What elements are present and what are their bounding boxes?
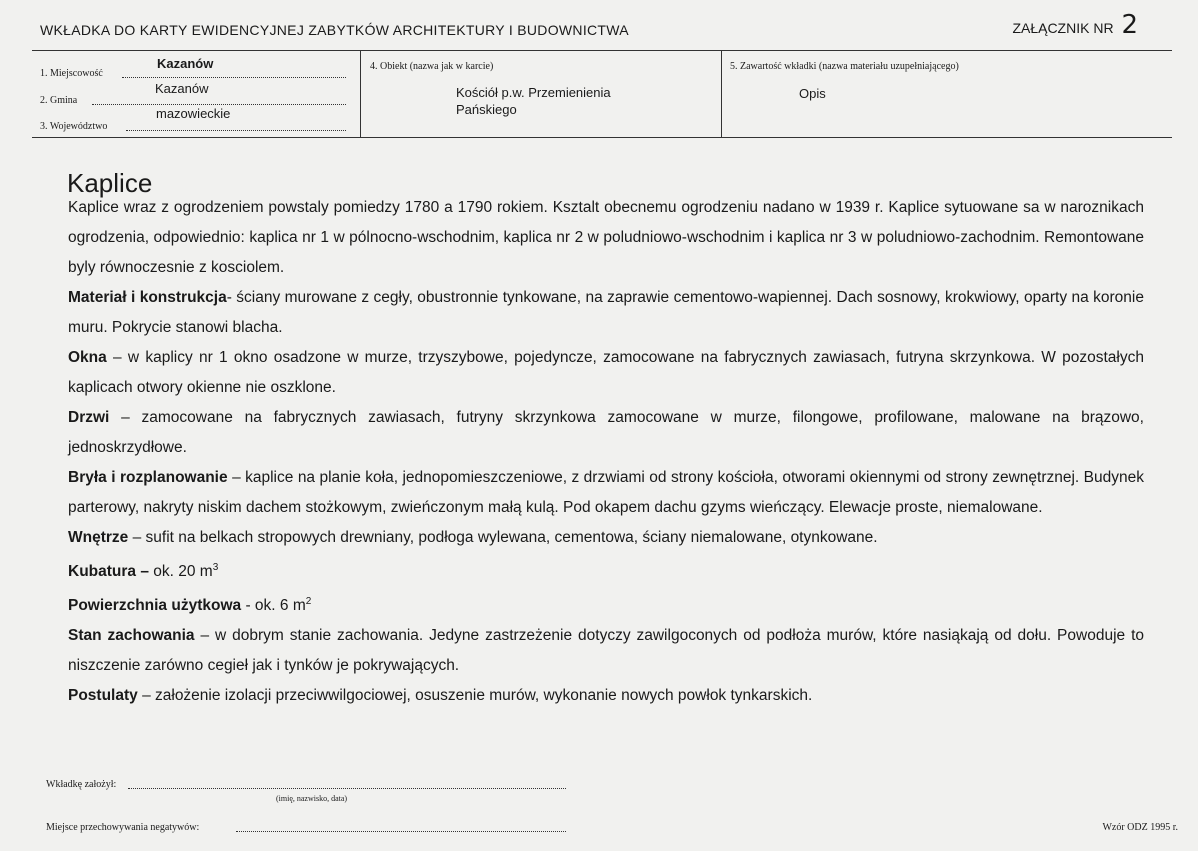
field-miejscowosc-line <box>122 77 346 78</box>
field-obiekt-value-line2: Pańskiego <box>456 102 517 117</box>
storage-label: Miejsce przechowywania negatywów: <box>46 822 200 833</box>
created-by-line <box>128 788 566 789</box>
paragraph-wnetrze <box>68 523 1144 553</box>
stan-title: Stan zachowania <box>68 627 195 645</box>
wnetrze-title: Wnętrze <box>68 529 129 546</box>
attachment-number-value: 2 <box>1121 10 1138 40</box>
intro-paragraph: Kaplice wraz z ogrodzeniem powstaly pomiedzy 1780 a 1790 rokiem. Ksztalt obecnemu ogrodzeniu nadano w 1939 r. Kaplice sytuowane sa w naroznikach ogrodzenia, odpowiednio: kaplica nr 1 w pólnocno-wschodnim, kaplica nr 2 w poludniowo-wschodnim i kaplica nr 3 w poludniowo-zachodnim. Remontowane byly równoczesnie z kosciolem. <box>68 199 1144 276</box>
field-miejscowosc-value: Kazanów <box>157 56 214 71</box>
column-divider-2 <box>721 50 722 137</box>
kubatura-title: Kubatura – <box>68 563 149 581</box>
description-body <box>68 193 1144 711</box>
paragraph-drzwi <box>68 403 1144 463</box>
field-gmina-label: 2. Gmina <box>40 95 78 106</box>
wnetrze-text: – sufit na belkach stropowych drewniany, podłoga wylewana, cementowa, ściany niemalowane, otynkowane. <box>128 529 878 546</box>
postulaty-title: Postulaty <box>68 687 138 705</box>
paragraph-powierzchnia <box>68 587 1144 621</box>
created-by-label: Wkładkę założył: <box>46 779 117 790</box>
okna-text: – w kaplicy nr 1 okno osadzone w murze, trzyszybowe, pojedyncze, zamocowane na fabrycznych zawiasach, futryna skrzynkowa. W pozostałych kaplicach otwory okienne nie oszklone. <box>68 349 1144 396</box>
drzwi-title: Drzwi <box>68 409 110 426</box>
paragraph-stan <box>68 621 1144 681</box>
field-gmina-value: Kazanów <box>155 81 209 96</box>
field-zawartosc-label: 5. Zawartość wkładki (nazwa materiału uzupełniającego) <box>730 61 959 72</box>
field-wojewodztwo-value: mazowieckie <box>156 106 231 121</box>
powierzchnia-title: Powierzchnia użytkowa <box>68 597 242 615</box>
header-rule-top <box>32 50 1172 51</box>
paragraph-okna <box>68 343 1144 403</box>
paragraph-kubatura <box>68 553 1144 587</box>
form-code: Wzór ODZ 1995 r. <box>1102 822 1178 833</box>
material-text: - ściany murowane z cegły, obustronnie tynkowane, na zaprawie cementowo-wapiennej. Dach sosnowy, krokwiowy, oparty na koronie muru. Pokrycie stanowi blacha. <box>68 289 1144 336</box>
attachment-label: ZAŁĄCZNIK NR <box>1012 20 1114 36</box>
section-heading: Kaplice <box>67 168 153 198</box>
field-gmina-line <box>92 104 346 105</box>
column-divider-1 <box>360 50 361 137</box>
field-obiekt-label: 4. Obiekt (nazwa jak w karcie) <box>370 61 494 72</box>
field-zawartosc-value: Opis <box>799 86 826 101</box>
attachment-number <box>1012 10 1138 40</box>
bryla-title: Bryła i rozplanowanie <box>68 469 228 486</box>
okna-title: Okna <box>68 349 107 366</box>
form-title: WKŁADKA DO KARTY EWIDENCYJNEJ ZABYTKÓW ARCHITEKTURY I BUDOWNICTWA <box>40 22 629 38</box>
field-obiekt-value-line1: Kościół p.w. Przemienienia <box>456 85 611 100</box>
drzwi-text: – zamocowane na fabrycznych zawiasach, futryny skrzynkowa zamocowane w murze, filongowe, profilowane, malowane na brązowo, jednoskrzydłowe. <box>68 409 1144 456</box>
field-wojewodztwo-line <box>126 130 346 131</box>
material-title: Materiał i konstrukcja <box>68 289 227 306</box>
header-rule-bottom <box>32 137 1172 138</box>
powierzchnia-text: - ok. 6 m <box>241 597 306 615</box>
field-miejscowosc-label: 1. Miejscowość <box>40 68 103 79</box>
kubatura-sup: 3 <box>212 562 219 573</box>
stan-text: – w dobrym stanie zachowania. Jedyne zastrzeżenie dotyczy zawilgoconych od podłoża murów, które nasiąkają od dołu. Powoduje to niszczenie zarówno cegieł jak i tynków je pokrywających. <box>68 627 1144 675</box>
powierzchnia-sup: 2 <box>305 596 312 608</box>
field-wojewodztwo-label: 3. Województwo <box>40 121 108 132</box>
paragraph-material <box>68 283 1144 343</box>
postulaty-text: – założenie izolacji przeciwwilgociowej, osuszenie murów, wykonanie nowych powłok tynkarskich. <box>137 687 813 705</box>
paragraph-postulaty <box>68 681 1144 711</box>
paragraph-bryla <box>68 463 1144 523</box>
kubatura-text: ok. 20 m <box>148 563 213 581</box>
storage-line <box>236 831 566 832</box>
bryla-text: – kaplice na planie koła, jednopomieszczeniowe, z drzwiami od strony kościoła, otworami okiennymi od strony zewnętrznej. Budynek parterowy, nakryty niskim dachem stożkowym, zwieńczonym małą kulą. Pod okapem dachu gzyms wieńczący. Elewacje proste, niemalowane. <box>68 469 1144 516</box>
created-by-hint: (imię, nazwisko, data) <box>276 794 348 803</box>
